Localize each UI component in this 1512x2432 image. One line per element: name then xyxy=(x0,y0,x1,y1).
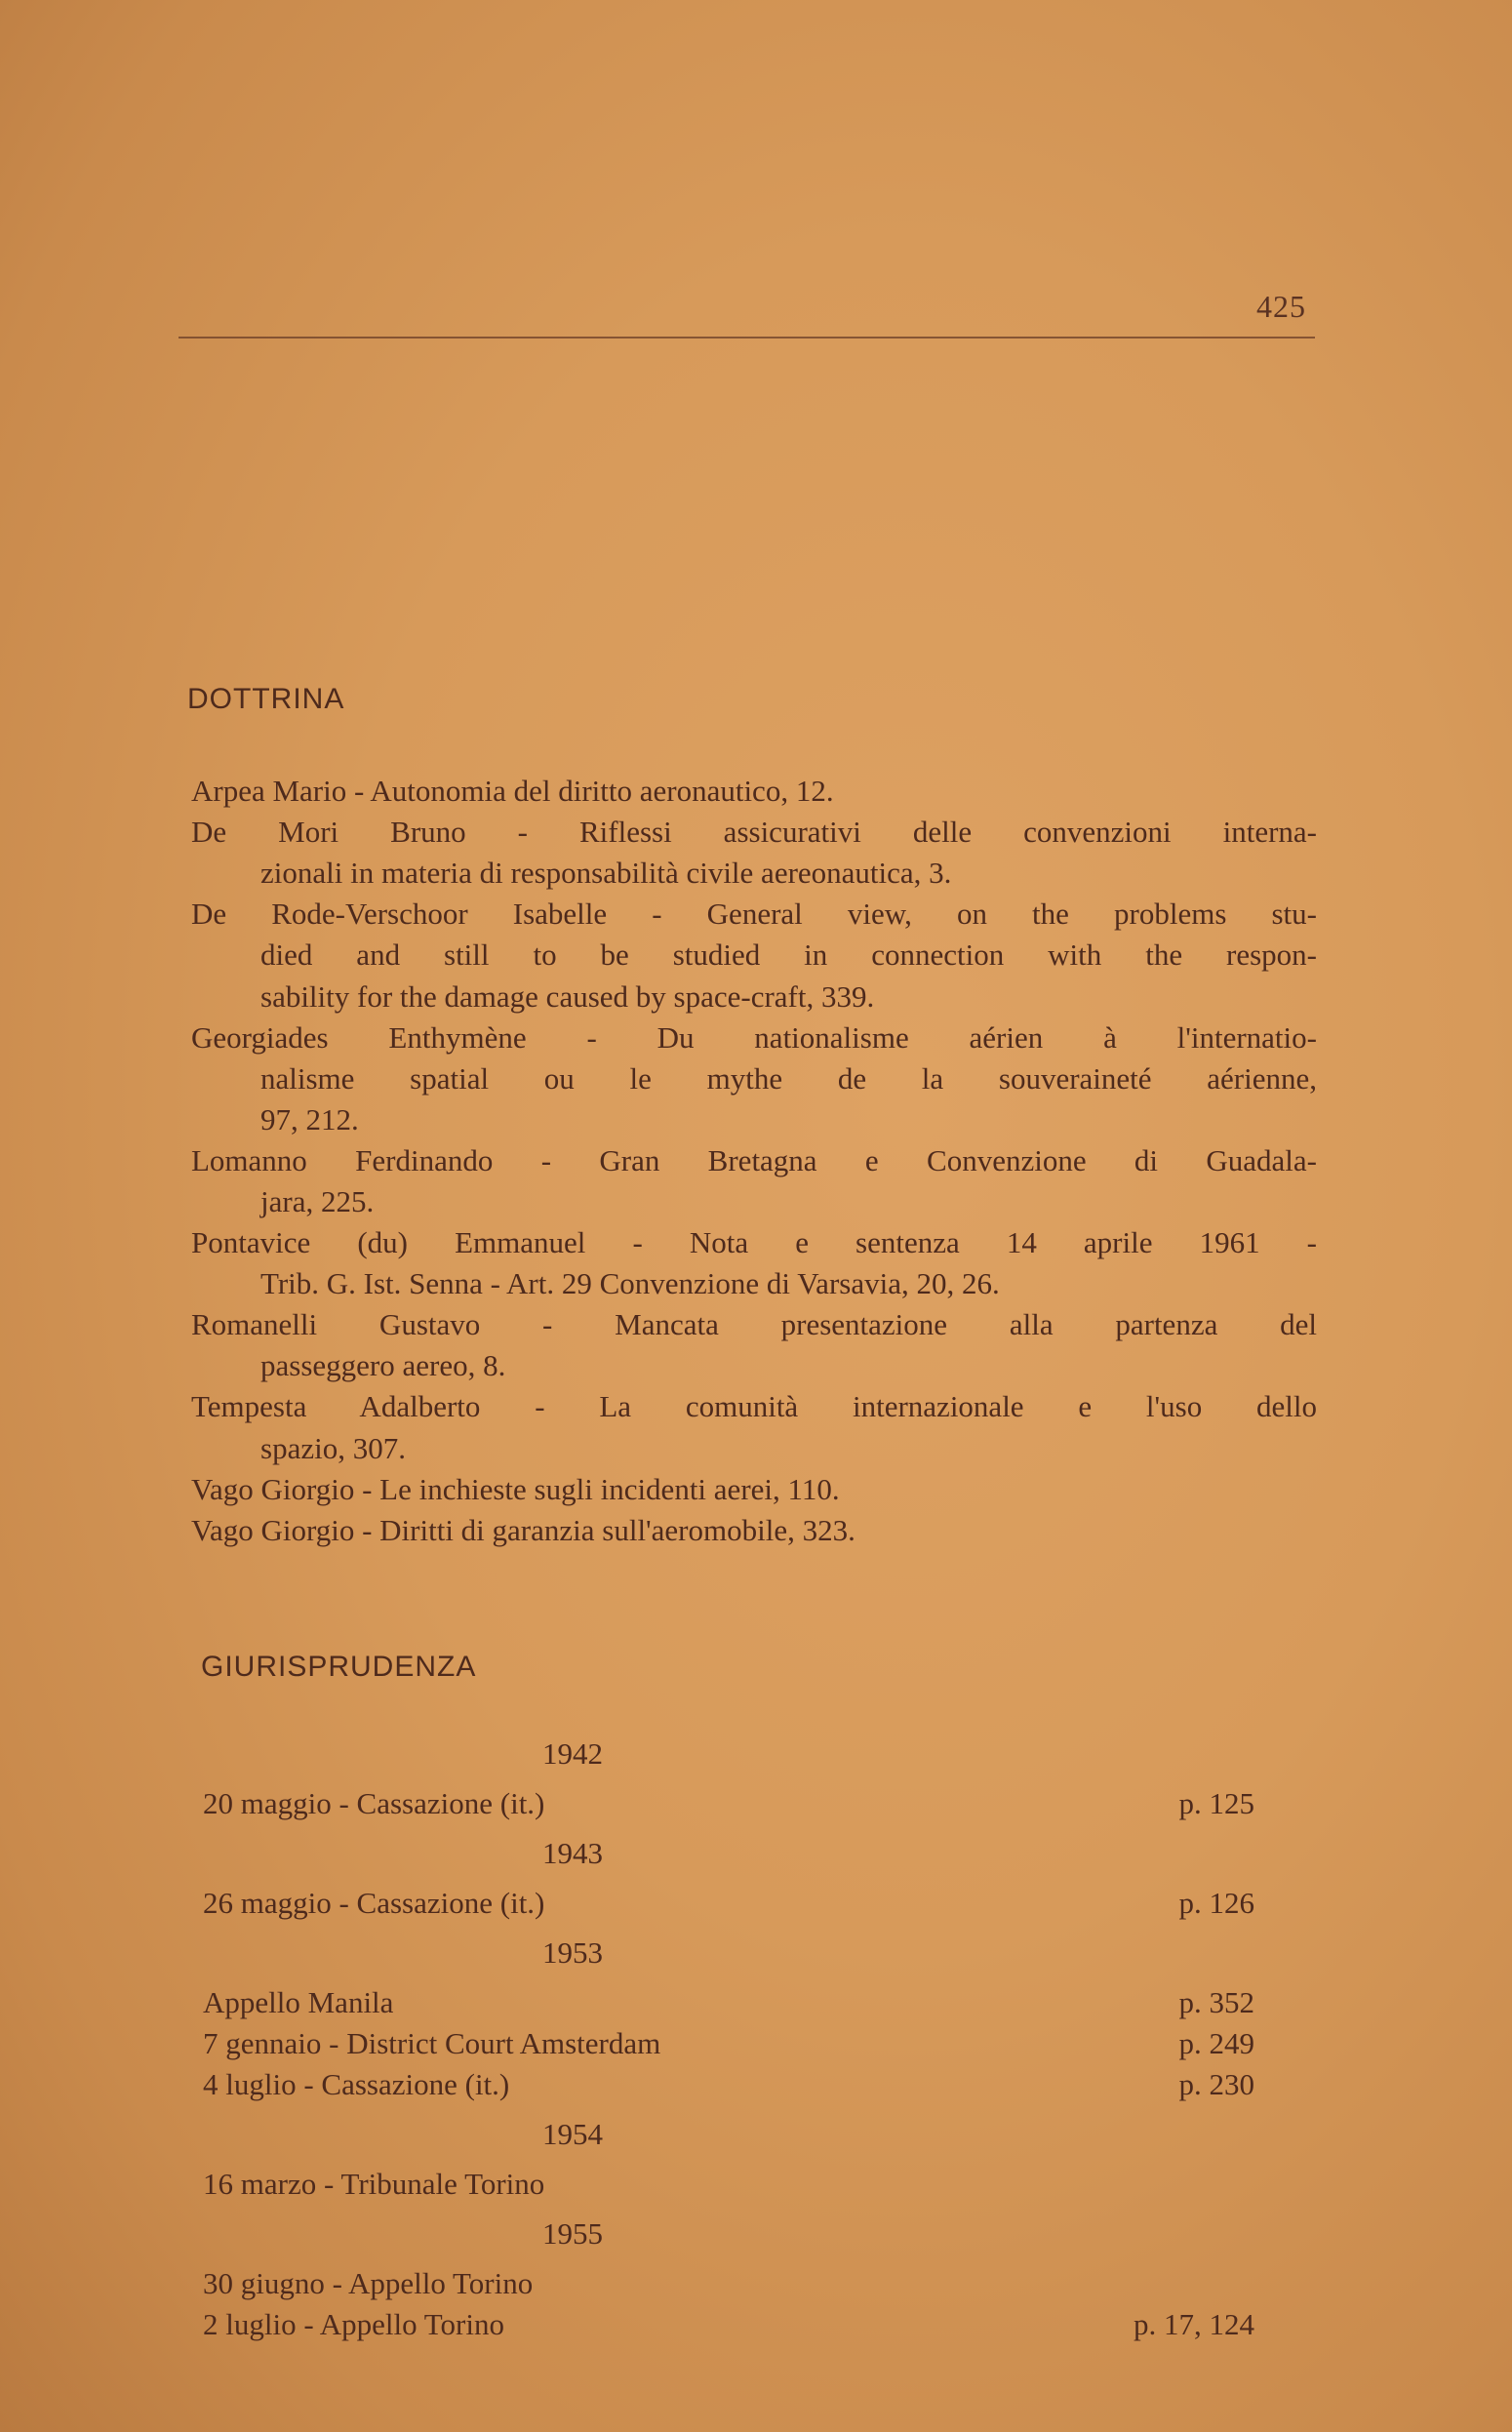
case-title: 7 gennaio - District Court Amsterdam xyxy=(203,2026,661,2060)
case-page-ref: p. 126 xyxy=(1178,1886,1254,1920)
case-entry xyxy=(203,2164,1254,2205)
entry-line: Romanelli Gustavo - Mancata presentazione alla partenza del xyxy=(191,1307,1317,1341)
entry-line: De Mori Bruno - Riflessi assicurativi delle convenzioni interna- xyxy=(191,815,1317,849)
entry-continuation-line: Trib. G. Ist. Senna - Art. 29 Convenzione di Varsavia, 20, 26. xyxy=(260,1266,1000,1300)
entry-continuation-line: zionali in materia di responsabilità civile aereonautica, 3. xyxy=(260,856,952,890)
case-entry xyxy=(203,1982,1254,2023)
case-entry xyxy=(203,1783,1254,1824)
page-number: 425 xyxy=(1256,289,1306,324)
entry-line: Tempesta Adalberto - La comunità internazionale e l'uso dello xyxy=(191,1389,1317,1423)
case-page-ref: p. 17, 124 xyxy=(1134,2307,1254,2341)
header-rule xyxy=(179,337,1315,339)
entry-continuation-line: sability for the damage caused by space-craft, 339. xyxy=(260,979,875,1014)
case-page-ref: p. 125 xyxy=(1178,1786,1254,1820)
entry-line: Pontavice (du) Emmanuel - Nota e sentenza 14 aprile 1961 - xyxy=(191,1225,1317,1259)
case-page-ref: p. 230 xyxy=(1178,2067,1254,2101)
year-heading: 1943 xyxy=(542,1836,603,1870)
entry-line: Arpea Mario - Autonomia del diritto aeronautico, 12. xyxy=(191,774,834,808)
entry-line: Vago Giorgio - Le inchieste sugli incidenti aerei, 110. xyxy=(191,1472,840,1506)
entry-line: Georgiades Enthymène - Du nationalisme aérien à l'internatio- xyxy=(191,1020,1317,1055)
entry-line: De Rode-Verschoor Isabelle - General view, on the problems stu- xyxy=(191,897,1317,931)
case-entry xyxy=(203,2263,1254,2304)
case-title: 20 maggio - Cassazione (it.) xyxy=(203,1786,545,1820)
case-entry xyxy=(203,2064,1254,2105)
case-title: 4 luglio - Cassazione (it.) xyxy=(203,2067,510,2101)
case-page-ref: p. 249 xyxy=(1178,2026,1254,2060)
entry-continuation-line: spazio, 307. xyxy=(260,1431,406,1465)
case-title: Appello Manila xyxy=(203,1985,394,2019)
case-entry xyxy=(203,1883,1254,1924)
year-heading: 1955 xyxy=(542,2216,603,2251)
case-title: 16 marzo - Tribunale Torino xyxy=(203,2167,545,2201)
section-heading-dottrina: DOTTRINA xyxy=(187,683,345,715)
case-title: 30 giugno - Appello Torino xyxy=(203,2266,534,2300)
case-title: 26 maggio - Cassazione (it.) xyxy=(203,1886,545,1920)
year-heading: 1954 xyxy=(542,2117,603,2151)
entry-continuation-line: died and still to be studied in connection with the respon- xyxy=(260,937,1317,972)
year-heading: 1942 xyxy=(542,1736,603,1771)
year-heading: 1953 xyxy=(542,1935,603,1970)
entry-continuation-line: 97, 212. xyxy=(260,1102,359,1136)
entry-continuation-line: passeggero aereo, 8. xyxy=(260,1348,506,1382)
entry-line: Lomanno Ferdinando - Gran Bretagna e Convenzione di Guadala- xyxy=(191,1143,1317,1177)
case-page-ref: p. 352 xyxy=(1178,1985,1254,2019)
entry-continuation-line: nalisme spatial ou le mythe de la souveraineté aérienne, xyxy=(260,1061,1317,1096)
case-entry xyxy=(203,2304,1254,2345)
entry-continuation-line: jara, 225. xyxy=(260,1184,375,1218)
entry-line: Vago Giorgio - Diritti di garanzia sull'aeromobile, 323. xyxy=(191,1513,855,1547)
case-entry xyxy=(203,2023,1254,2064)
section-heading-giurisprudenza: GIURISPRUDENZA xyxy=(201,1651,477,1683)
case-title: 2 luglio - Appello Torino xyxy=(203,2307,504,2341)
